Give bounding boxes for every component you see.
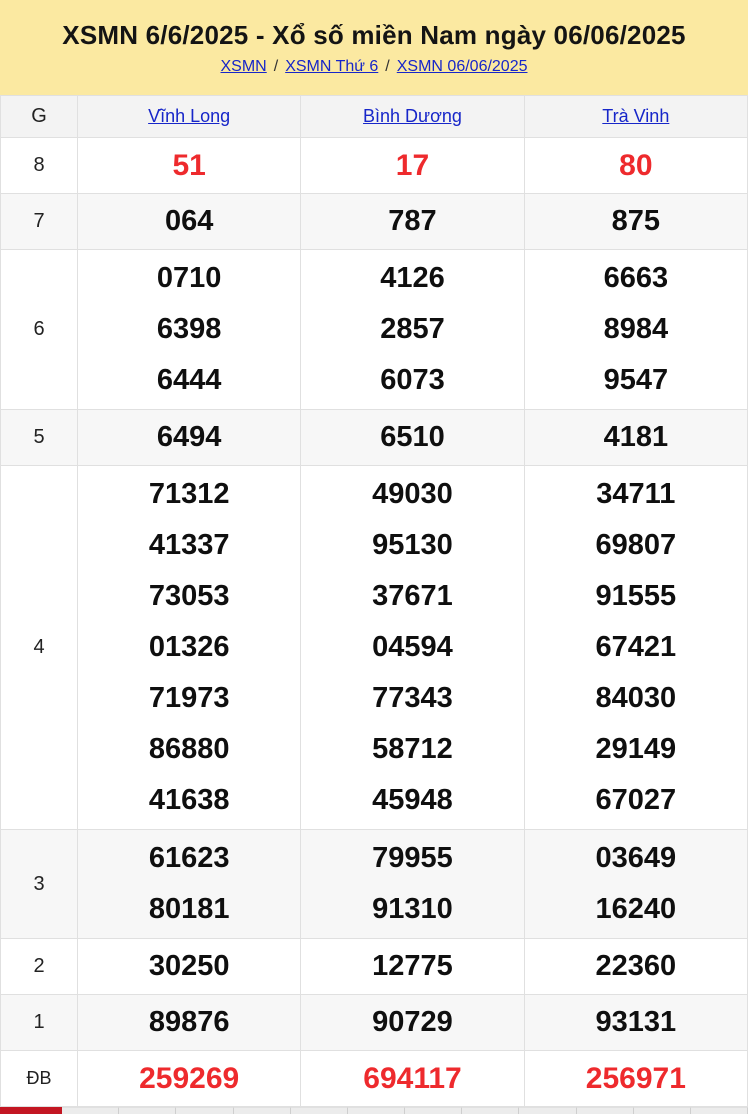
province-link[interactable]: Trà Vinh: [602, 106, 670, 126]
prize-cell: [301, 194, 524, 250]
prize-cell: [524, 466, 747, 830]
prize-cell: [78, 410, 301, 466]
prize-number: 8984: [603, 313, 669, 345]
prize-number: 51: [172, 149, 206, 182]
prize-number: 90729: [372, 1006, 453, 1038]
prize-number: 91555: [595, 580, 677, 612]
prize-number: 4126: [380, 262, 445, 294]
prize-cell: [301, 410, 524, 466]
breadcrumb-separator: /: [273, 57, 279, 75]
prize-cell: [78, 466, 301, 830]
prize-cell: [524, 250, 747, 410]
prize-number: 45948: [372, 784, 453, 816]
prize-cell: [524, 830, 747, 939]
prize-number: 61623: [148, 842, 230, 874]
prize-number: 12775: [372, 950, 453, 982]
prize-number: 79955: [372, 842, 453, 874]
prize-number: 0710: [156, 262, 222, 294]
prize-cell: [78, 830, 301, 939]
prize-label: 7: [1, 194, 78, 250]
prize-cell: [524, 939, 747, 995]
prize-row-7: [1, 194, 748, 250]
prize-cell: [301, 1051, 524, 1107]
prize-number: 256971: [585, 1062, 686, 1095]
prize-number: 04594: [372, 631, 453, 663]
prize-number: 93131: [595, 1006, 677, 1038]
prize-cell: [301, 830, 524, 939]
prize-number: 89876: [148, 1006, 230, 1038]
prize-number: 37671: [372, 580, 453, 612]
prize-number: 9547: [603, 364, 669, 396]
province-header-cell: [301, 96, 524, 138]
prize-number: 6663: [603, 262, 669, 294]
breadcrumb-link[interactable]: XSMN: [220, 57, 267, 75]
province-link[interactable]: Bình Dương: [363, 106, 462, 126]
breadcrumb-link[interactable]: XSMN Thứ 6: [285, 57, 379, 75]
prize-number: 29149: [595, 733, 677, 765]
province-header-cell: [78, 96, 301, 138]
prize-cell: [524, 410, 747, 466]
prize-number: 694117: [363, 1062, 462, 1095]
prize-cell: [78, 939, 301, 995]
prize-number: 17: [395, 149, 430, 182]
province-link[interactable]: Vĩnh Long: [148, 106, 231, 126]
prize-cell: [301, 466, 524, 830]
prize-row-6: [1, 250, 748, 410]
prize-number: 58712: [372, 733, 453, 765]
prize-number: 71973: [148, 682, 230, 714]
prize-number: 6494: [156, 421, 222, 453]
breadcrumb-link[interactable]: XSMN 06/06/2025: [396, 57, 528, 75]
province-header-cell: [524, 96, 747, 138]
prize-number: 6073: [380, 364, 445, 396]
results-table: [0, 95, 748, 1107]
prize-cell: [78, 1051, 301, 1107]
prize-cell: [301, 995, 524, 1051]
prize-row-5: [1, 410, 748, 466]
prize-number: 16240: [595, 893, 677, 925]
prize-number: 787: [388, 205, 437, 237]
prize-number: 95130: [372, 529, 453, 561]
prize-label: 6: [1, 250, 78, 410]
prize-number: 67027: [595, 784, 677, 816]
page-header: [0, 0, 748, 95]
prize-number: 41337: [148, 529, 230, 561]
prize-number: 77343: [372, 682, 453, 714]
table-header-row: [1, 96, 748, 138]
prize-cell: [301, 138, 524, 194]
prize-cell: [524, 1051, 747, 1107]
prize-number: 86880: [148, 733, 230, 765]
prize-number: 22360: [595, 950, 677, 982]
prize-label: 2: [1, 939, 78, 995]
prize-number: 67421: [595, 631, 677, 663]
prize-label: ĐB: [1, 1051, 78, 1107]
prize-cell: [524, 995, 747, 1051]
breadcrumb: [221, 58, 528, 76]
prize-row-2: [1, 939, 748, 995]
prize-cell: [524, 138, 747, 194]
prize-cell: [78, 194, 301, 250]
prize-number: 064: [164, 205, 214, 237]
prize-label: 8: [1, 138, 78, 194]
prize-cell: [78, 250, 301, 410]
prize-number: 259269: [139, 1062, 240, 1095]
page-title: XSMN 6/6/2025 - Xổ số miền Nam ngày 06/06/2025: [62, 19, 686, 50]
prize-number: 30250: [148, 950, 230, 982]
prize-number: 34711: [596, 478, 676, 510]
prize-label: 1: [1, 995, 78, 1051]
prize-number: 2857: [380, 313, 445, 345]
prize-number: 73053: [148, 580, 230, 612]
breadcrumb-separator: /: [385, 57, 390, 75]
prize-row-8: [1, 138, 748, 194]
prize-row-1: [1, 995, 748, 1051]
prize-label: 5: [1, 410, 78, 466]
prize-number: 03649: [595, 842, 677, 874]
prize-cell: [301, 250, 524, 410]
prize-row-3: [1, 830, 748, 939]
prize-number: 69807: [595, 529, 677, 561]
prize-number: 80181: [148, 893, 230, 925]
prize-number: 6444: [156, 364, 222, 396]
prize-cell: [78, 995, 301, 1051]
prize-row-4: [1, 466, 748, 830]
prize-number: 91310: [372, 893, 453, 925]
prize-number: 6510: [380, 421, 445, 453]
prize-number: 41638: [148, 784, 230, 816]
prize-number: 4181: [603, 421, 669, 453]
prize-cell: [78, 138, 301, 194]
prize-label: 3: [1, 830, 78, 939]
prize-number: 49030: [372, 478, 453, 510]
prize-label: 4: [1, 466, 78, 830]
prize-row-ĐB: [1, 1051, 748, 1107]
prize-cell: [301, 939, 524, 995]
prize-number: 01326: [148, 631, 230, 663]
prize-number: 80: [619, 149, 653, 182]
prize-column-header: G: [1, 96, 78, 138]
prize-number: 84030: [595, 682, 677, 714]
prize-number: 6398: [156, 313, 222, 345]
prize-number: 875: [611, 205, 661, 237]
prize-cell: [524, 194, 747, 250]
prize-number: 71312: [148, 478, 230, 510]
